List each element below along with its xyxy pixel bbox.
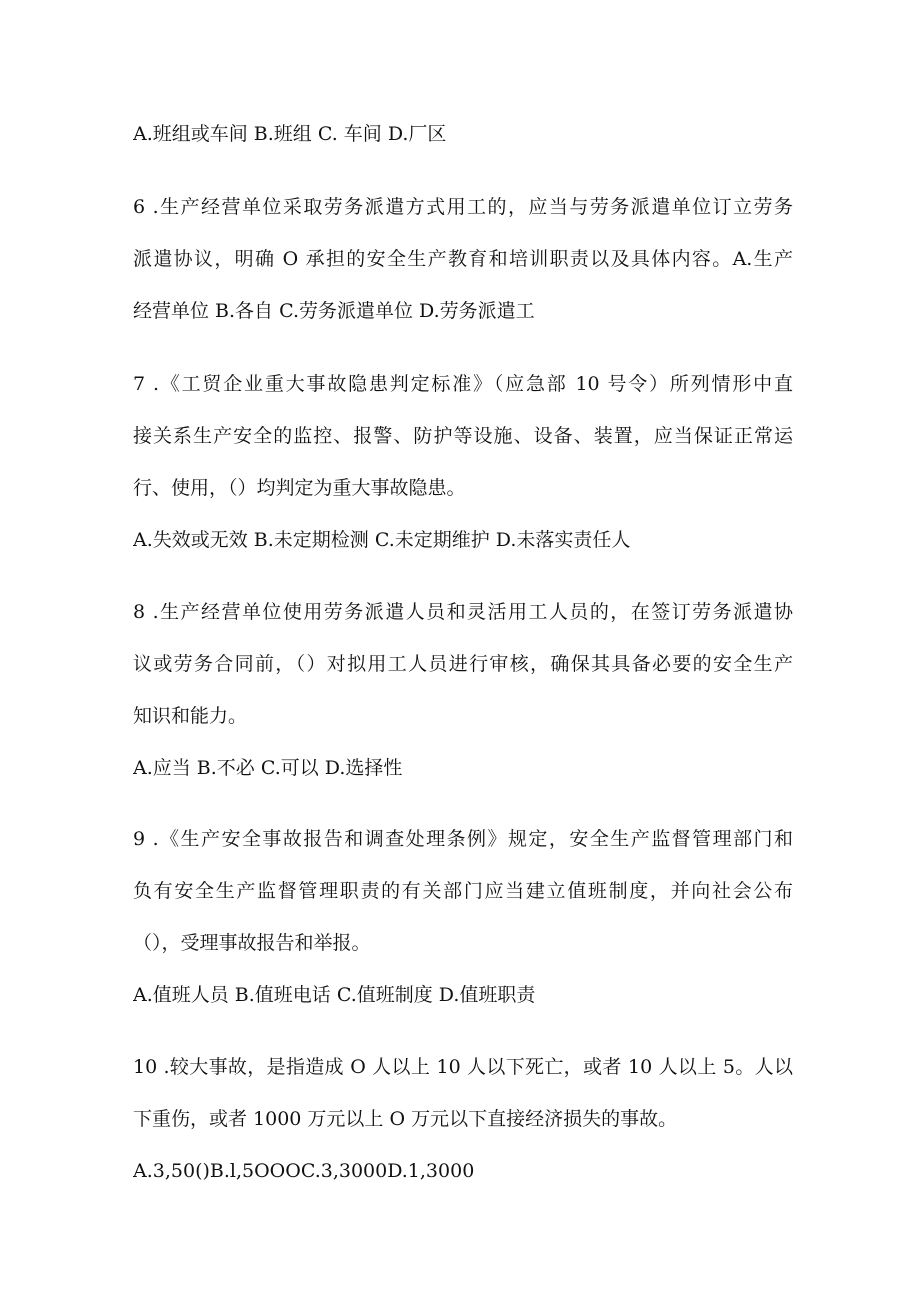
q6-line-2: 派遣协议，明确 O 承担的安全生产教育和培训职责以及具体内容。A.生产	[133, 248, 793, 270]
q8-line-2: 议或劳务合同前，（）对拟用工人员进行审核，确保其具备必要的安全生产	[133, 653, 793, 675]
q10-options: A.3,50()B.l,5OOOC.3,3000D.1,3000	[133, 1160, 475, 1182]
q9-line-1: 9 .《生产安全事故报告和调查处理条例》规定，安全生产监督管理部门和	[133, 828, 793, 850]
q9-line-2: 负有安全生产监督管理职责的有关部门应当建立值班制度，并向社会公布	[133, 880, 793, 902]
q7-line-3: 行、使用，（）均判定为重大事故隐患。	[133, 477, 466, 499]
q10-line-2: 下重伤，或者 1000 万元以上 O 万元以下直接经济损失的事故。	[133, 1108, 678, 1130]
q6-line-3: 经营单位 B.各自 C.劳务派遣单位 D.劳务派遣工	[133, 300, 535, 322]
q8-options: A.应当 B.不必 C.可以 D.选择性	[133, 757, 403, 779]
q9-line-3: （），受理事故报告和举报。	[133, 932, 371, 954]
q8-line-3: 知识和能力。	[133, 705, 248, 727]
q7-options: A.失效或无效 B.未定期检测 C.未定期维护 D.未落实责任人	[133, 529, 631, 551]
q5-options: A.班组或车间 B.班组 C. 车间 D.厂区	[133, 123, 447, 145]
q9-options: A.值班人员 B.值班电话 C.值班制度 D.值班职责	[133, 984, 536, 1006]
q6-line-1: 6 .生产经营单位采取劳务派遣方式用工的，应当与劳务派遣单位订立劳务	[133, 196, 793, 218]
q7-line-1: 7 .《工贸企业重大事故隐患判定标准》（应急部 10 号令）所列情形中直	[133, 373, 793, 395]
q8-line-1: 8 .生产经营单位使用劳务派遣人员和灵活用工人员的，在签订劳务派遣协	[133, 601, 793, 623]
q7-line-2: 接关系生产安全的监控、报警、防护等设施、设备、装置，应当保证正常运	[133, 425, 793, 447]
q10-line-1: 10 .较大事故，是指造成 O 人以上 10 人以下死亡，或者 10 人以上 5。人以	[133, 1056, 793, 1078]
